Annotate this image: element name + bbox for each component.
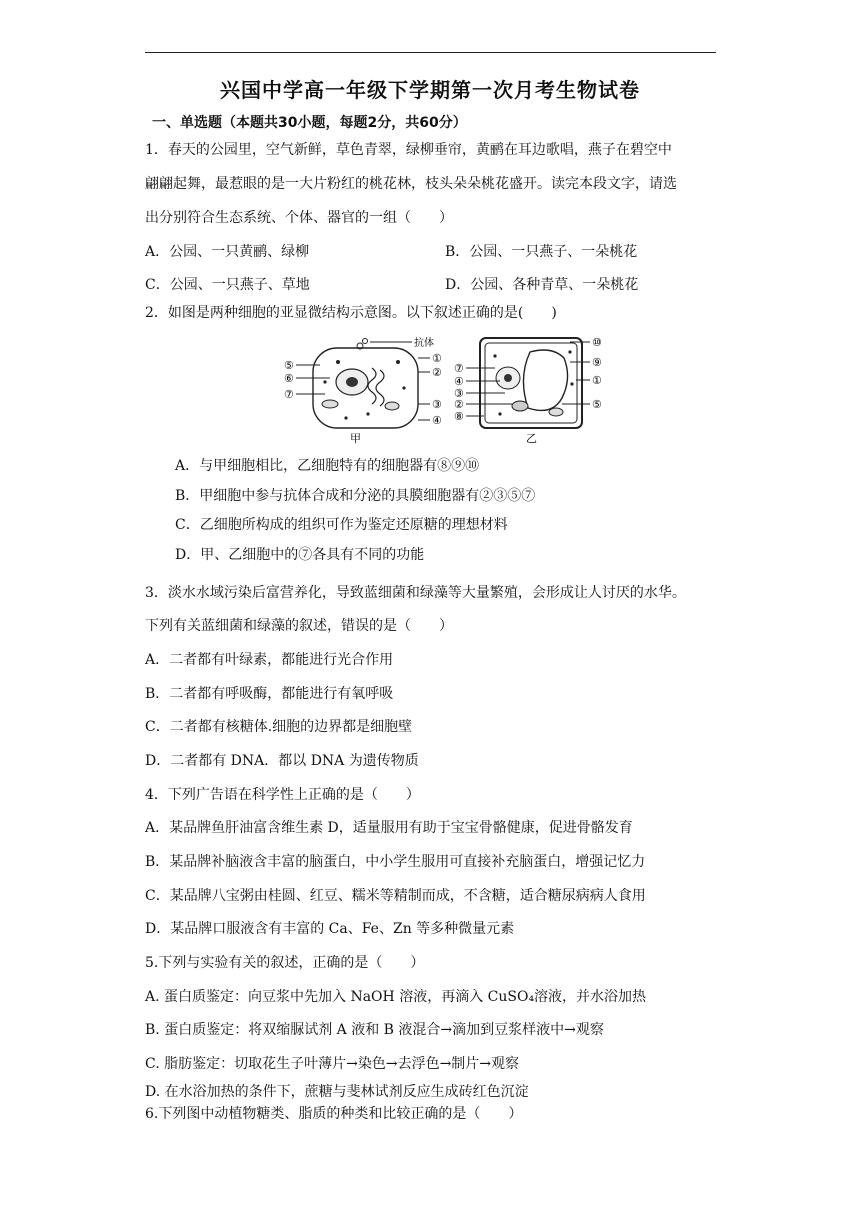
yi-label-right-0: ⑩ xyxy=(592,336,602,349)
q4-option-c: C．某品牌八宝粥由桂圆、红豆、糯米等精制而成，不含糖，适合糖尿病病人食用 xyxy=(145,888,646,904)
page-title: 兴国中学高一年级下学期第一次月考生物试卷 xyxy=(220,78,640,102)
q3-option-d: D．二者都有 DNA．都以 DNA 为遗传物质 xyxy=(145,753,419,769)
q3-stem-line1: 3．淡水水域污染后富营养化，导致蓝细菌和绿藻等大量繁殖，会形成让人讨厌的水华。 xyxy=(145,585,686,601)
q4-option-a: A．某品牌鱼肝油富含维生素 D，适量服用有助于宝宝骨骼健康，促进骨骼发育 xyxy=(145,820,633,836)
header-rule xyxy=(145,52,716,53)
jia-label-left-1: ⑥ xyxy=(284,372,294,385)
jia-label-left-0: ⑤ xyxy=(284,359,294,372)
jia-label-left-2: ⑦ xyxy=(284,388,294,401)
q5-option-d: D. 在水浴加热的条件下，蔗糖与斐林试剂反应生成砖红色沉淀 xyxy=(145,1084,529,1100)
jia-label-right-3: ④ xyxy=(432,414,442,427)
q1-stem-line2: 翩翩起舞，最惹眼的是一大片粉红的桃花林，枝头朵朵桃花盛开。读完本段文字，请选 xyxy=(145,176,677,192)
q1-option-b: B．公园、一只燕子、一朵桃花 xyxy=(445,244,638,260)
jia-label-right-1: ② xyxy=(432,366,442,379)
q2-option-d: D．甲、乙细胞中的⑦各具有不同的功能 xyxy=(175,547,425,563)
q1-stem-line3: 出分别符合生态系统、个体、器官的一组（ ） xyxy=(145,210,453,226)
q2-option-a: A．与甲细胞相比，乙细胞特有的细胞器有⑧⑨⑩ xyxy=(175,458,480,474)
q4-stem: 4．下列广告语在科学性上正确的是（ ） xyxy=(145,787,420,803)
jia-label-right-0: ① xyxy=(432,352,442,365)
yi-label-right-1: ⑨ xyxy=(592,356,602,369)
yi-label-right-2: ① xyxy=(592,374,602,387)
q3-option-b: B．二者都有呼吸酶，都能进行有氧呼吸 xyxy=(145,686,394,702)
q4-option-d: D．某品牌口服液含有丰富的 Ca、Fe、Zn 等多种微量元素 xyxy=(145,921,515,937)
q5-stem: 5.下列与实验有关的叙述，正确的是（ ） xyxy=(145,955,425,971)
q3-stem-line2: 下列有关蓝细菌和绿藻的叙述，错误的是（ ） xyxy=(145,618,453,634)
yi-label-left-4: ⑧ xyxy=(454,410,464,423)
q2-option-c: C．乙细胞所构成的组织可作为鉴定还原糖的理想材料 xyxy=(175,517,508,533)
q5-option-c: C. 脂肪鉴定：切取花生子叶薄片→染色→去浮色→制片→观察 xyxy=(145,1056,520,1072)
yi-label-left-2: ③ xyxy=(454,387,464,400)
yi-label-left-1: ④ xyxy=(454,375,464,388)
yi-label-left-0: ⑦ xyxy=(454,362,464,375)
yi-label-left-3: ② xyxy=(454,398,464,411)
q1-option-d: D．公园、各种青草、一朵桃花 xyxy=(445,277,639,293)
q5-option-b: B. 蛋白质鉴定：将双缩脲试剂 A 液和 B 液混合→滴加到豆浆样液中→观察 xyxy=(145,1022,604,1038)
q3-option-a: A．二者都有叶绿素，都能进行光合作用 xyxy=(145,652,394,668)
q2-stem: 2．如图是两种细胞的亚显微结构示意图。以下叙述正确的是( ) xyxy=(145,305,557,321)
q5-option-a: A. 蛋白质鉴定：向豆浆中先加入 NaOH 溶液，再滴入 CuSO₄溶液，并水浴加热 xyxy=(145,989,647,1005)
q3-option-c: C．二者都有核糖体.细胞的边界都是细胞壁 xyxy=(145,719,413,735)
q6-stem: 6.下列图中动植物糖类、脂质的种类和比较正确的是（ ） xyxy=(145,1106,523,1122)
section-heading: 一、单选题（本题共30小题，每题2分，共60分） xyxy=(152,115,467,131)
q1-stem-line1: 1．春天的公园里，空气新鲜，草色青翠，绿柳垂帘，黄鹂在耳边歌唱，燕子在碧空中 xyxy=(145,142,672,158)
jia-label-right-2: ③ xyxy=(432,398,442,411)
caption-yi: 乙 xyxy=(526,432,537,445)
caption-jia: 甲 xyxy=(350,432,361,445)
q1-option-c: C．公园、一只燕子、草地 xyxy=(145,277,310,293)
cell-structure-figure xyxy=(280,332,620,450)
animal-cell-jia xyxy=(296,339,430,429)
q1-option-a: A．公园、一只黄鹂、绿柳 xyxy=(145,244,310,260)
yi-label-right-3: ⑤ xyxy=(592,398,602,411)
q2-option-b: B．甲细胞中参与抗体合成和分泌的具膜细胞器有②③⑤⑦ xyxy=(175,488,536,504)
q4-option-b: B．某品牌补脑液含丰富的脑蛋白，中小学生服用可直接补充脑蛋白，增强记忆力 xyxy=(145,854,646,870)
antibody-label: 抗体 xyxy=(414,338,434,349)
plant-cell-yi xyxy=(466,338,590,428)
